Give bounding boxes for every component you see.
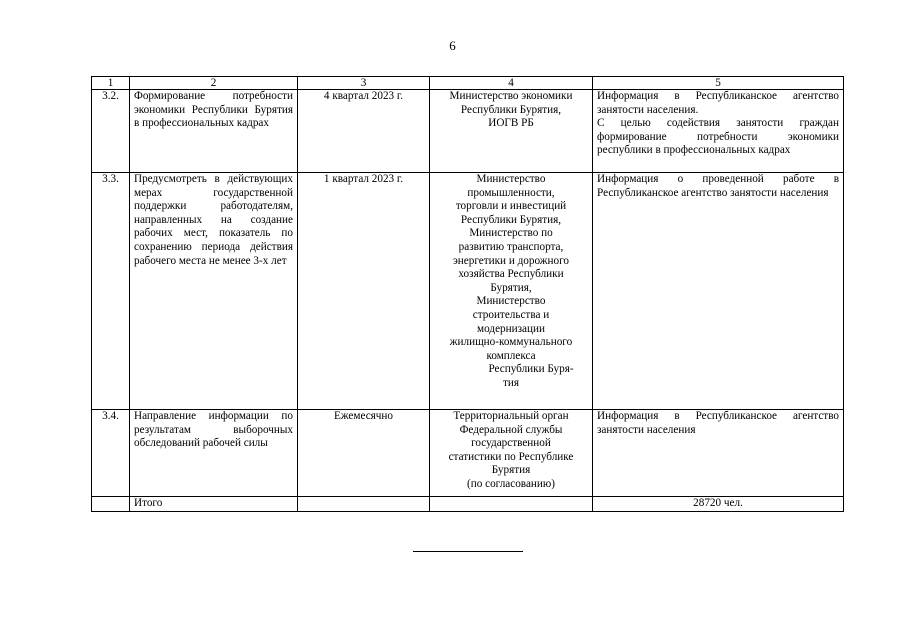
total-value: 28720 чел. [593, 497, 844, 512]
responsible-line: хозяйства Республики [458, 268, 564, 281]
responsible-cell [430, 410, 593, 497]
responsible-line: модернизации [477, 322, 545, 335]
responsible-line: Республики Бурятия, [460, 103, 562, 116]
result-cell [593, 173, 844, 410]
responsible-cell [430, 173, 593, 410]
table-row [92, 173, 844, 410]
responsible-line: Министерство экономики [449, 90, 573, 102]
responsible-line: жилищно-коммунального [449, 336, 573, 349]
responsible-line: Территориальный орган [453, 410, 569, 422]
row-number: 3.4. [92, 410, 130, 497]
header-cell-4: 4 [430, 77, 593, 90]
responsible-cell [430, 90, 593, 173]
responsible-line: (по согласованию) [467, 477, 555, 490]
header-cell-5: 5 [593, 77, 844, 90]
responsible-line: Республики Буря- [488, 363, 574, 376]
result-line: Информация в Республиканское агентство занятости населения [597, 410, 839, 436]
result-cell [593, 90, 844, 173]
page-number: 6 [449, 38, 456, 53]
table-row [92, 90, 844, 173]
measure-cell: Направление информации по результатам выборочных обследований рабочей силы [130, 410, 298, 497]
row-number: 3.3. [92, 173, 130, 410]
responsible-line: энергетики и дорожного [452, 254, 570, 267]
responsible-line: торговли и инвестиций [455, 200, 567, 213]
result-line: Информация в Республиканское агентство занятости населения. [597, 90, 839, 116]
total-empty-cell [430, 497, 593, 512]
responsible-line: государственной [471, 437, 551, 450]
measure-cell: Предусмотреть в действующих мерах государственной поддержки работодателям, направленных на создание рабочих мест, показатель по сохранению периода действия рабочего места не менее 3-х лет [130, 173, 298, 410]
deadline-cell: Ежемесячно [298, 410, 430, 497]
responsible-line: развитию транспорта, [458, 240, 564, 253]
responsible-line: строительства и [472, 308, 550, 321]
total-label: Итого [130, 497, 298, 512]
measures-table [91, 76, 844, 512]
header-cell-3: 3 [298, 77, 430, 90]
header-cell-1: 1 [92, 77, 130, 90]
responsible-line: Министерство по [469, 227, 553, 240]
responsible-line: тия [502, 376, 520, 389]
measure-cell: Формирование потребности экономики Республики Бурятия в профессиональных кадрах [130, 90, 298, 173]
table-row [92, 410, 844, 497]
responsible-line: статистики по Республике [448, 450, 574, 463]
responsible-line: промышленности, [467, 186, 555, 199]
responsible-line: ИОГВ РБ [488, 117, 534, 130]
responsible-line: Министерство [476, 295, 546, 308]
total-empty-cell [92, 497, 130, 512]
row-number: 3.2. [92, 90, 130, 173]
responsible-line: Министерство [476, 173, 546, 185]
footer-separator-line [413, 551, 523, 552]
deadline-cell: 4 квартал 2023 г. [298, 90, 430, 173]
responsible-line: Бурятия, [490, 281, 532, 294]
result-line: С целью содействия занятости граждан формирование потребности экономики республики в профессиональных кадрах [597, 117, 839, 157]
result-line: Информация о проведенной работе в Республиканское агентство занятости населения [597, 173, 839, 199]
deadline-cell: 1 квартал 2023 г. [298, 173, 430, 410]
total-empty-cell [298, 497, 430, 512]
responsible-line: Федеральной службы [459, 423, 563, 436]
responsible-line: комплекса [486, 349, 536, 362]
responsible-line: Бурятия [491, 464, 531, 477]
responsible-line: Республики Бурятия, [460, 213, 562, 226]
result-cell [593, 410, 844, 497]
total-row [92, 497, 844, 512]
table-header-row [92, 77, 844, 90]
header-cell-2: 2 [130, 77, 298, 90]
